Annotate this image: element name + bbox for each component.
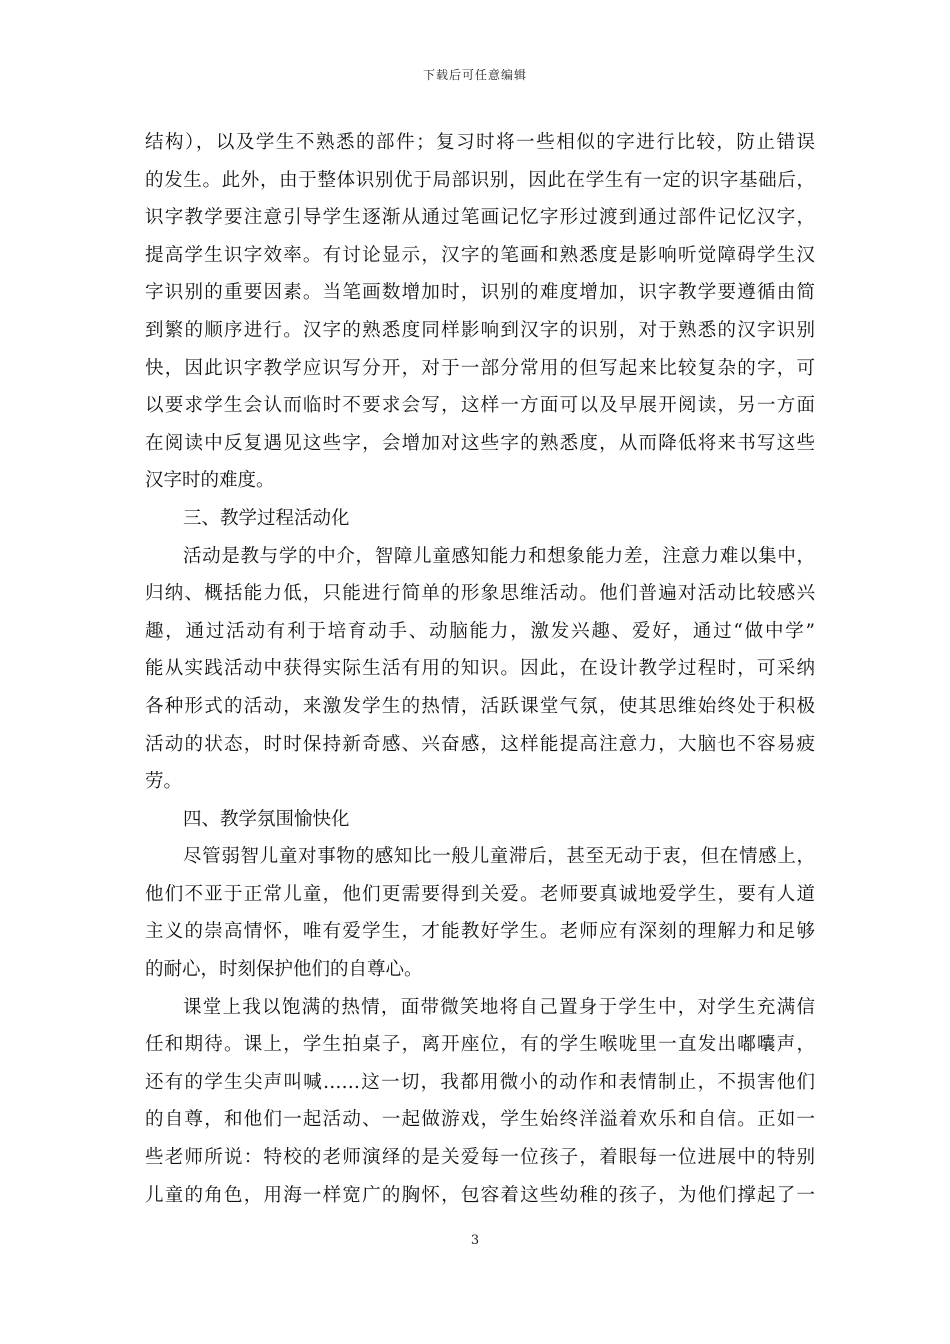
paragraph-line: 任和期待。课上，学生拍桌子，离开座位，有的学生喉咙里一直发出嘟囔声， (145, 1034, 815, 1056)
heading-text: 四、教学氛围愉快化 (183, 808, 350, 830)
paragraph-line: 活动是教与学的中介，智障儿童感知能力和想象能力差，注意力难以集中， (183, 545, 815, 567)
paragraph-line: 归纳、概括能力低，只能进行简单的形象思维活动。他们普遍对活动比较感兴 (145, 583, 815, 605)
paragraph-line: 劳。 (145, 771, 183, 793)
paragraph (145, 538, 815, 801)
paragraph-line: 的发生。此外，由于整体识别优于局部识别，因此在学生有一定的识字基础后， (145, 169, 815, 191)
paragraph-line: 儿童的角色，用海一样宽广的胸怀，包容着这些幼稚的孩子，为他们撑起了一 (145, 1184, 815, 1206)
paragraph-line: 的耐心，时刻保护他们的自尊心。 (145, 959, 423, 981)
paragraph-line: 活动的状态，时时保持新奇感、兴奋感，这样能提高注意力，大脑也不容易疲 (145, 733, 815, 755)
paragraph-line: 能从实践活动中获得实际生活有用的知识。因此，在设计教学过程时，可采纳 (145, 658, 815, 680)
paragraph-line: 各种形式的活动，来激发学生的热情，活跃课堂气氛，使其思维始终处于积极 (145, 695, 815, 717)
paragraph-line: 到繁的顺序进行。汉字的熟悉度同样影响到汉字的识别，对于熟悉的汉字识别 (145, 319, 815, 341)
section-heading (145, 500, 815, 538)
document-body (145, 124, 815, 1214)
paragraph-line: 字识别的重要因素。当笔画数增加时，识别的难度增加，识字教学要遵循由简 (145, 282, 815, 304)
paragraph-line: 主义的崇高情怀，唯有爱学生，才能教好学生。老师应有深刻的理解力和足够 (145, 921, 815, 943)
paragraph-line: 还有的学生尖声叫喊……这一切，我都用微小的动作和表情制止，不损害他们 (145, 1071, 815, 1093)
page-number: 3 (470, 1233, 480, 1248)
paragraph (145, 124, 815, 500)
paragraph-line: 提高学生识字效率。有讨论显示，汉字的笔画和熟悉度是影响听觉障碍学生汉 (145, 244, 815, 266)
paragraph-line: 课堂上我以饱满的热情，面带微笑地将自己置身于学生中，对学生充满信 (183, 996, 815, 1018)
paragraph-line: 的自尊，和他们一起活动、一起做游戏，学生始终洋溢着欢乐和自信。正如一 (145, 1109, 815, 1131)
heading-text: 三、教学过程活动化 (183, 507, 350, 529)
paragraph (145, 838, 815, 988)
paragraph-line: 结构），以及学生不熟悉的部件；复习时将一些相似的字进行比较，防止错误 (145, 132, 815, 153)
paragraph-line: 识字教学要注意引导学生逐渐从通过笔画记忆字形过渡到通过部件记忆汉字， (145, 207, 815, 229)
paragraph-line: 快，因此识字教学应识写分开，对于一部分常用的但写起来比较复杂的字，可 (145, 357, 815, 379)
section-heading (145, 801, 815, 839)
paragraph (145, 989, 815, 1215)
page-header: 下载后可任意编辑 (422, 68, 527, 82)
paragraph-line: 在阅读中反复遇见这些字，会增加对这些字的熟悉度，从而降低将来书写这些 (145, 432, 815, 454)
paragraph-line: 趣，通过活动有利于培育动手、动脑能力，激发兴趣、爱好，通过“做中学” (145, 620, 815, 642)
paragraph-line: 尽管弱智儿童对事物的感知比一般儿童滞后，甚至无动于衷，但在情感上， (183, 846, 815, 868)
paragraph-line: 他们不亚于正常儿童，他们更需要得到关爱。老师要真诚地爱学生，要有人道 (145, 883, 815, 905)
paragraph-line: 汉字时的难度。 (145, 470, 275, 492)
paragraph-line: 些老师所说：特校的老师演绎的是关爱每一位孩子，着眼每一位进展中的特别 (145, 1147, 815, 1169)
paragraph-line: 以要求学生会认而临时不要求会写，这样一方面可以及早展开阅读，另一方面 (145, 395, 815, 417)
